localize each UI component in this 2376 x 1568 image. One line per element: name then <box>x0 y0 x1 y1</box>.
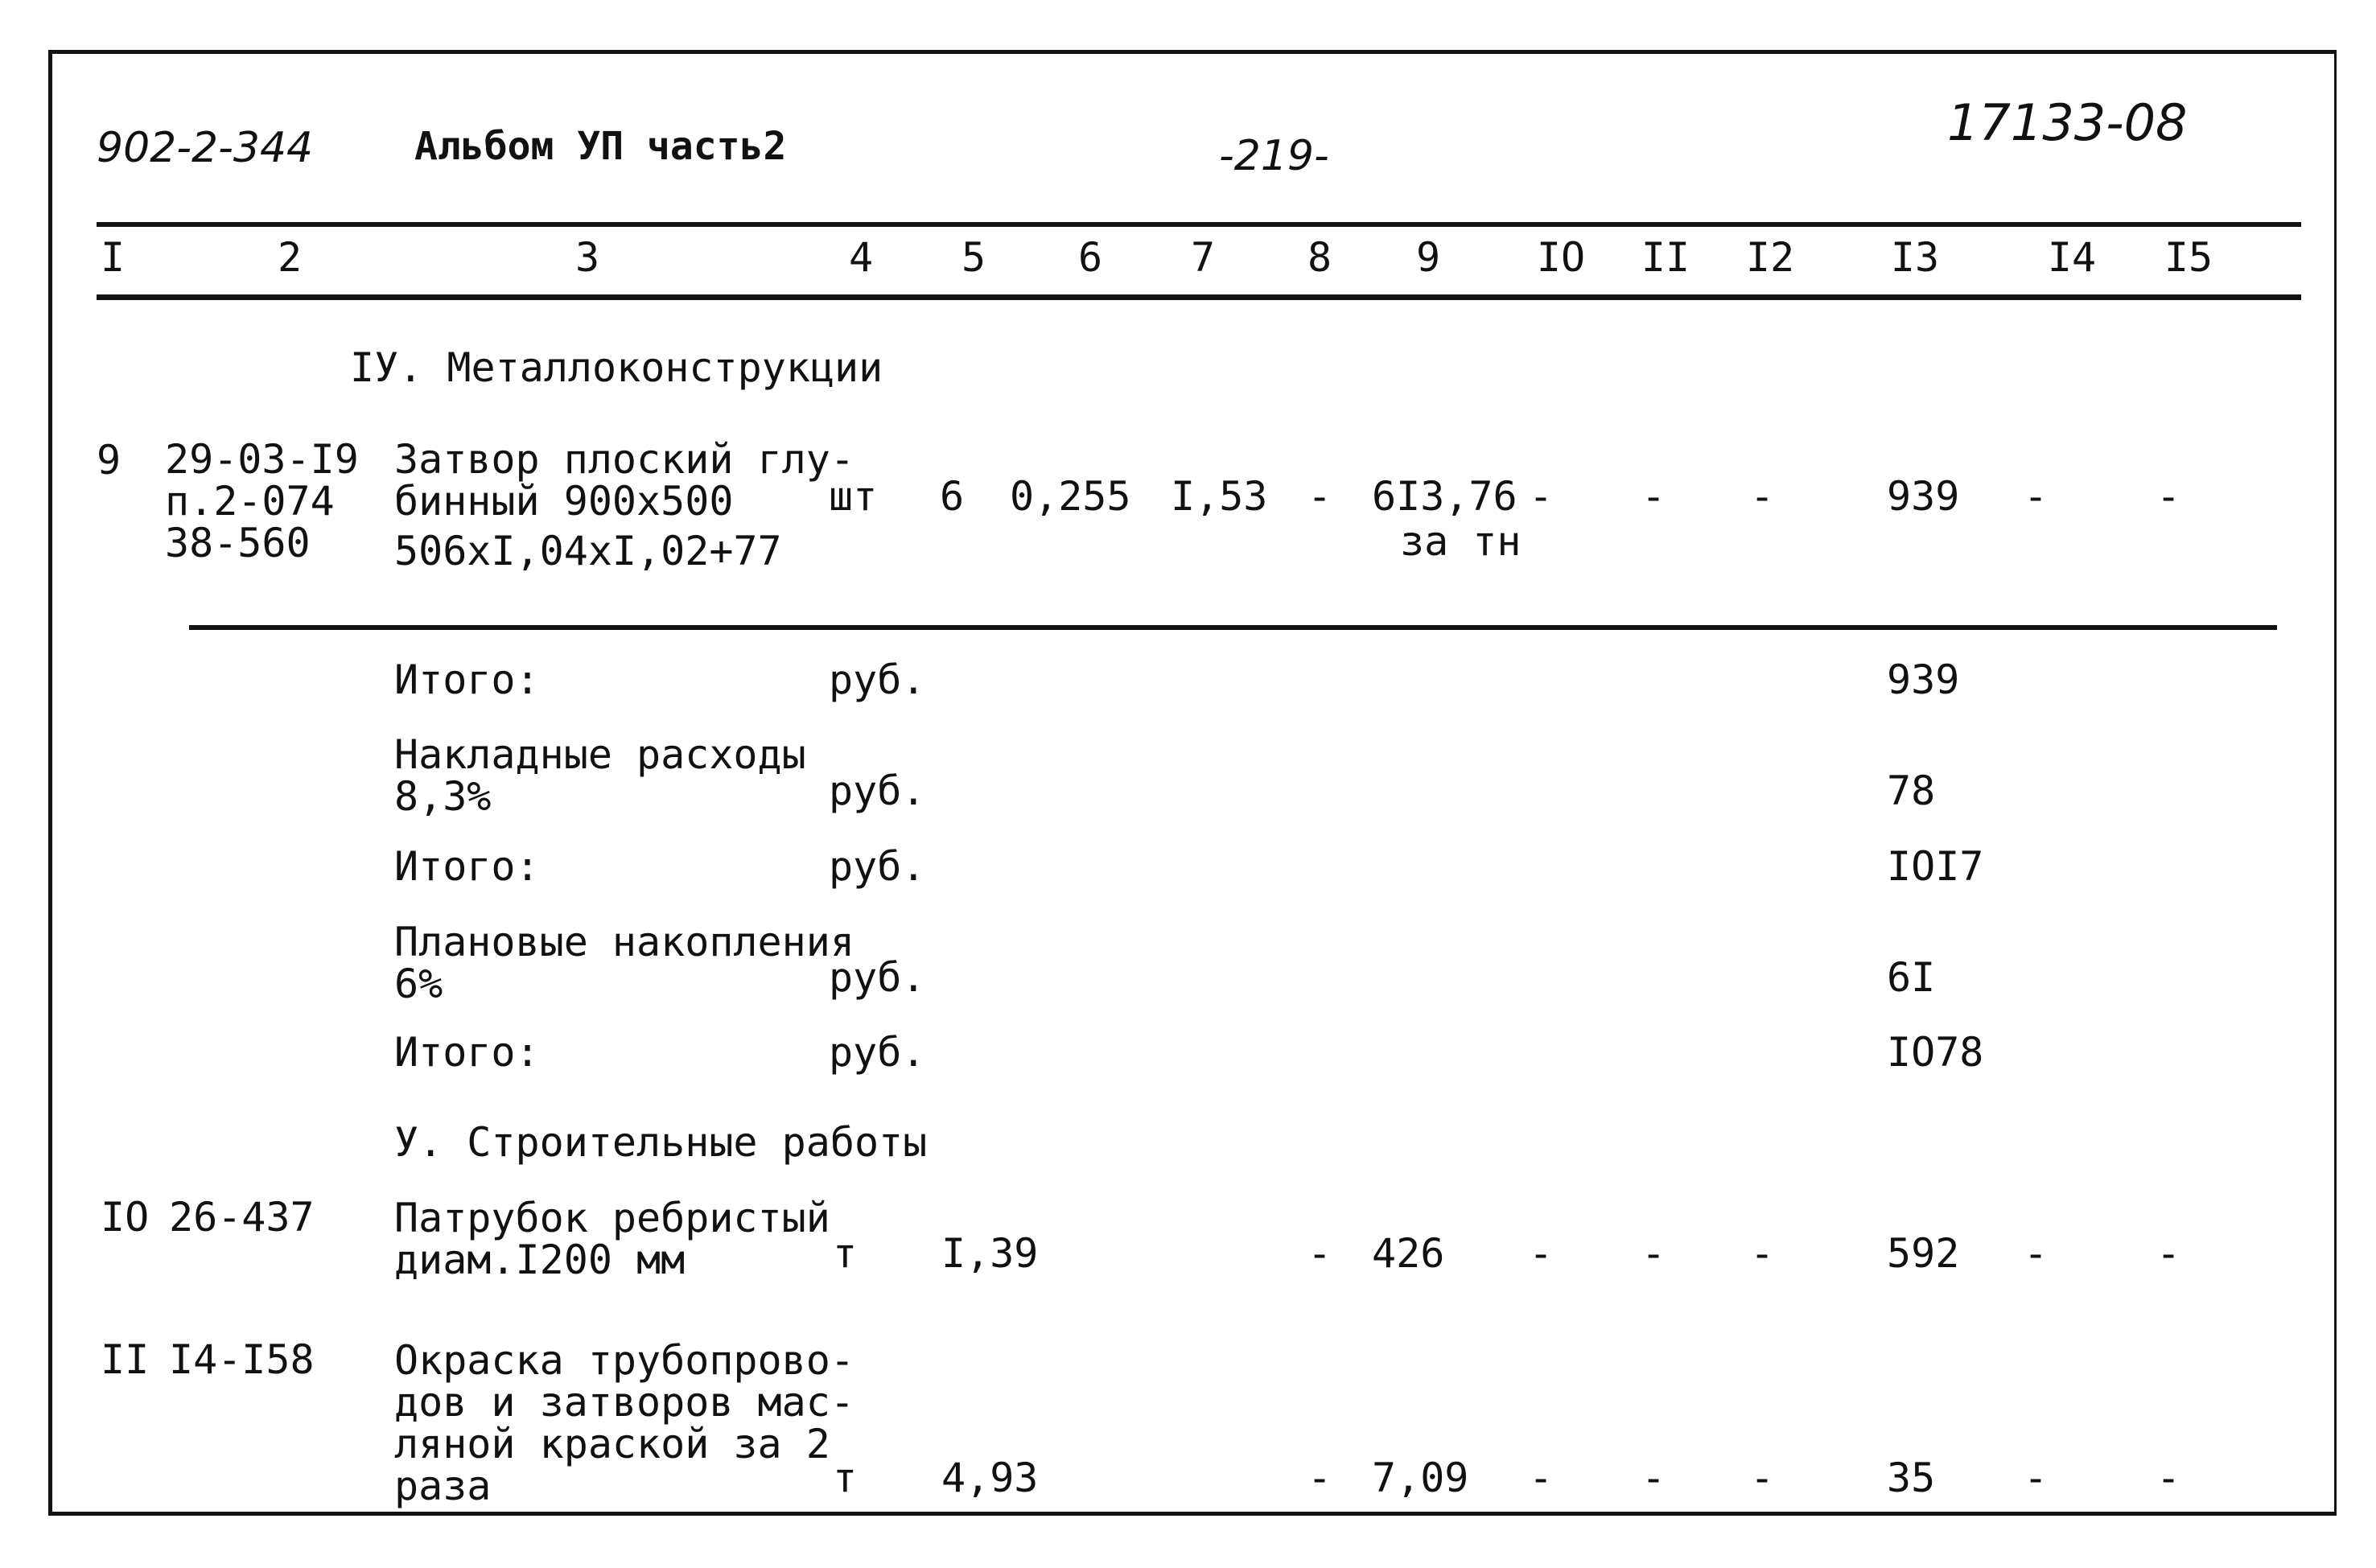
row-col14: - <box>2024 1230 2049 1277</box>
grand-total-label: Итого: <box>394 1029 540 1076</box>
section-separator <box>189 625 2277 630</box>
col-4: 4 <box>848 234 874 281</box>
row-price: 7,09 <box>1372 1455 1469 1501</box>
row-col10: - <box>1529 1230 1554 1277</box>
row-col15: - <box>2156 1230 2181 1277</box>
row-col10: - <box>1529 1455 1554 1501</box>
row-col8: - <box>1307 1455 1332 1501</box>
col-3: 3 <box>574 234 600 281</box>
total-label: Итого: <box>394 656 540 703</box>
row-code: 26-437 <box>169 1194 315 1241</box>
row-code: 29-03-I9 п.2-074 38-560 <box>165 436 359 566</box>
section-title-construction: У. Строительные работы <box>394 1119 928 1166</box>
col-15: I5 <box>2164 234 2213 281</box>
row-number: II <box>101 1336 150 1383</box>
row-col12: - <box>1750 1230 1775 1277</box>
row-col8: - <box>1307 473 1332 520</box>
row-col15: - <box>2156 1455 2181 1501</box>
overhead-unit: руб. <box>829 768 926 814</box>
project-code: 902-2-344 <box>97 124 314 172</box>
col-1: I <box>100 234 126 281</box>
row-col10: - <box>1529 473 1554 520</box>
total-label: Итого: <box>394 843 540 890</box>
row-unit: т <box>833 1455 858 1501</box>
row-description: Окраска трубопрово- дов и затворов мас- ляной краской за 2 раза <box>394 1337 854 1509</box>
row-code: I4-I58 <box>169 1336 315 1383</box>
row-number: 9 <box>97 437 121 484</box>
col-11: II <box>1641 234 1690 281</box>
col-12: I2 <box>1745 234 1795 281</box>
total-unit: руб. <box>829 656 926 703</box>
row-col6: 0,255 <box>1010 473 1131 520</box>
row-col14: - <box>2024 1455 2049 1501</box>
row-col12: - <box>1750 473 1775 520</box>
row-description: Патрубок ребристый диам.I200 мм <box>394 1195 830 1283</box>
row-unit: т <box>833 1230 858 1277</box>
section-title-metal: IУ. Металлоконструкции <box>350 344 883 391</box>
row-quantity: 4,93 <box>941 1455 1039 1501</box>
header-bottom-rule <box>97 294 2301 300</box>
row-quantity: I,39 <box>941 1230 1039 1277</box>
row-quantity: 6 <box>940 473 965 520</box>
album-title: Альбом УП часть2 <box>414 124 787 169</box>
col-9: 9 <box>1415 234 1441 281</box>
overhead-value: 78 <box>1887 768 1936 814</box>
grand-total-value: IO78 <box>1887 1029 1984 1076</box>
col-5: 5 <box>961 234 986 281</box>
total-value: IOI7 <box>1887 843 1984 890</box>
row-col11: - <box>1641 1455 1666 1501</box>
row-number: IO <box>101 1194 150 1241</box>
col-10: IO <box>1536 234 1586 281</box>
col-2: 2 <box>277 234 303 281</box>
col-8: 8 <box>1307 234 1332 281</box>
row-col7: I,53 <box>1171 473 1268 520</box>
row-unit: шт <box>829 473 878 520</box>
row-cost: 35 <box>1887 1455 1936 1501</box>
document-number: 17133-08 <box>1947 93 2188 152</box>
page-number: -219- <box>1219 132 1329 180</box>
planned-savings-value: 6I <box>1887 954 1936 1001</box>
row-col12: - <box>1750 1455 1775 1501</box>
header-top-rule <box>97 222 2301 227</box>
row-price: 426 <box>1372 1230 1445 1277</box>
col-14: I4 <box>2047 234 2097 281</box>
row-formula: 506xI,04xI,02+77 <box>394 528 782 574</box>
row-price-note: за тн <box>1400 518 1522 565</box>
col-13: I3 <box>1890 234 1940 281</box>
row-cost: 592 <box>1887 1230 1960 1277</box>
row-col11: - <box>1641 473 1666 520</box>
total-unit: руб. <box>829 843 926 890</box>
row-description: Затвор плоский глу- бинный 900x500 <box>394 436 854 525</box>
grand-total-unit: руб. <box>829 1029 926 1076</box>
overhead-label: Накладные расходы 8,3% <box>394 731 806 820</box>
row-price: 6I3,76 <box>1372 473 1517 520</box>
row-cost: 939 <box>1887 473 1960 520</box>
total-value: 939 <box>1887 656 1960 703</box>
col-7: 7 <box>1190 234 1216 281</box>
planned-savings-unit: руб. <box>829 954 926 1001</box>
row-col11: - <box>1641 1230 1666 1277</box>
row-col14: - <box>2024 473 2049 520</box>
row-col15: - <box>2156 473 2181 520</box>
col-6: 6 <box>1077 234 1103 281</box>
row-col8: - <box>1307 1230 1332 1277</box>
planned-savings-label: Плановые накопления 6% <box>394 919 854 1007</box>
